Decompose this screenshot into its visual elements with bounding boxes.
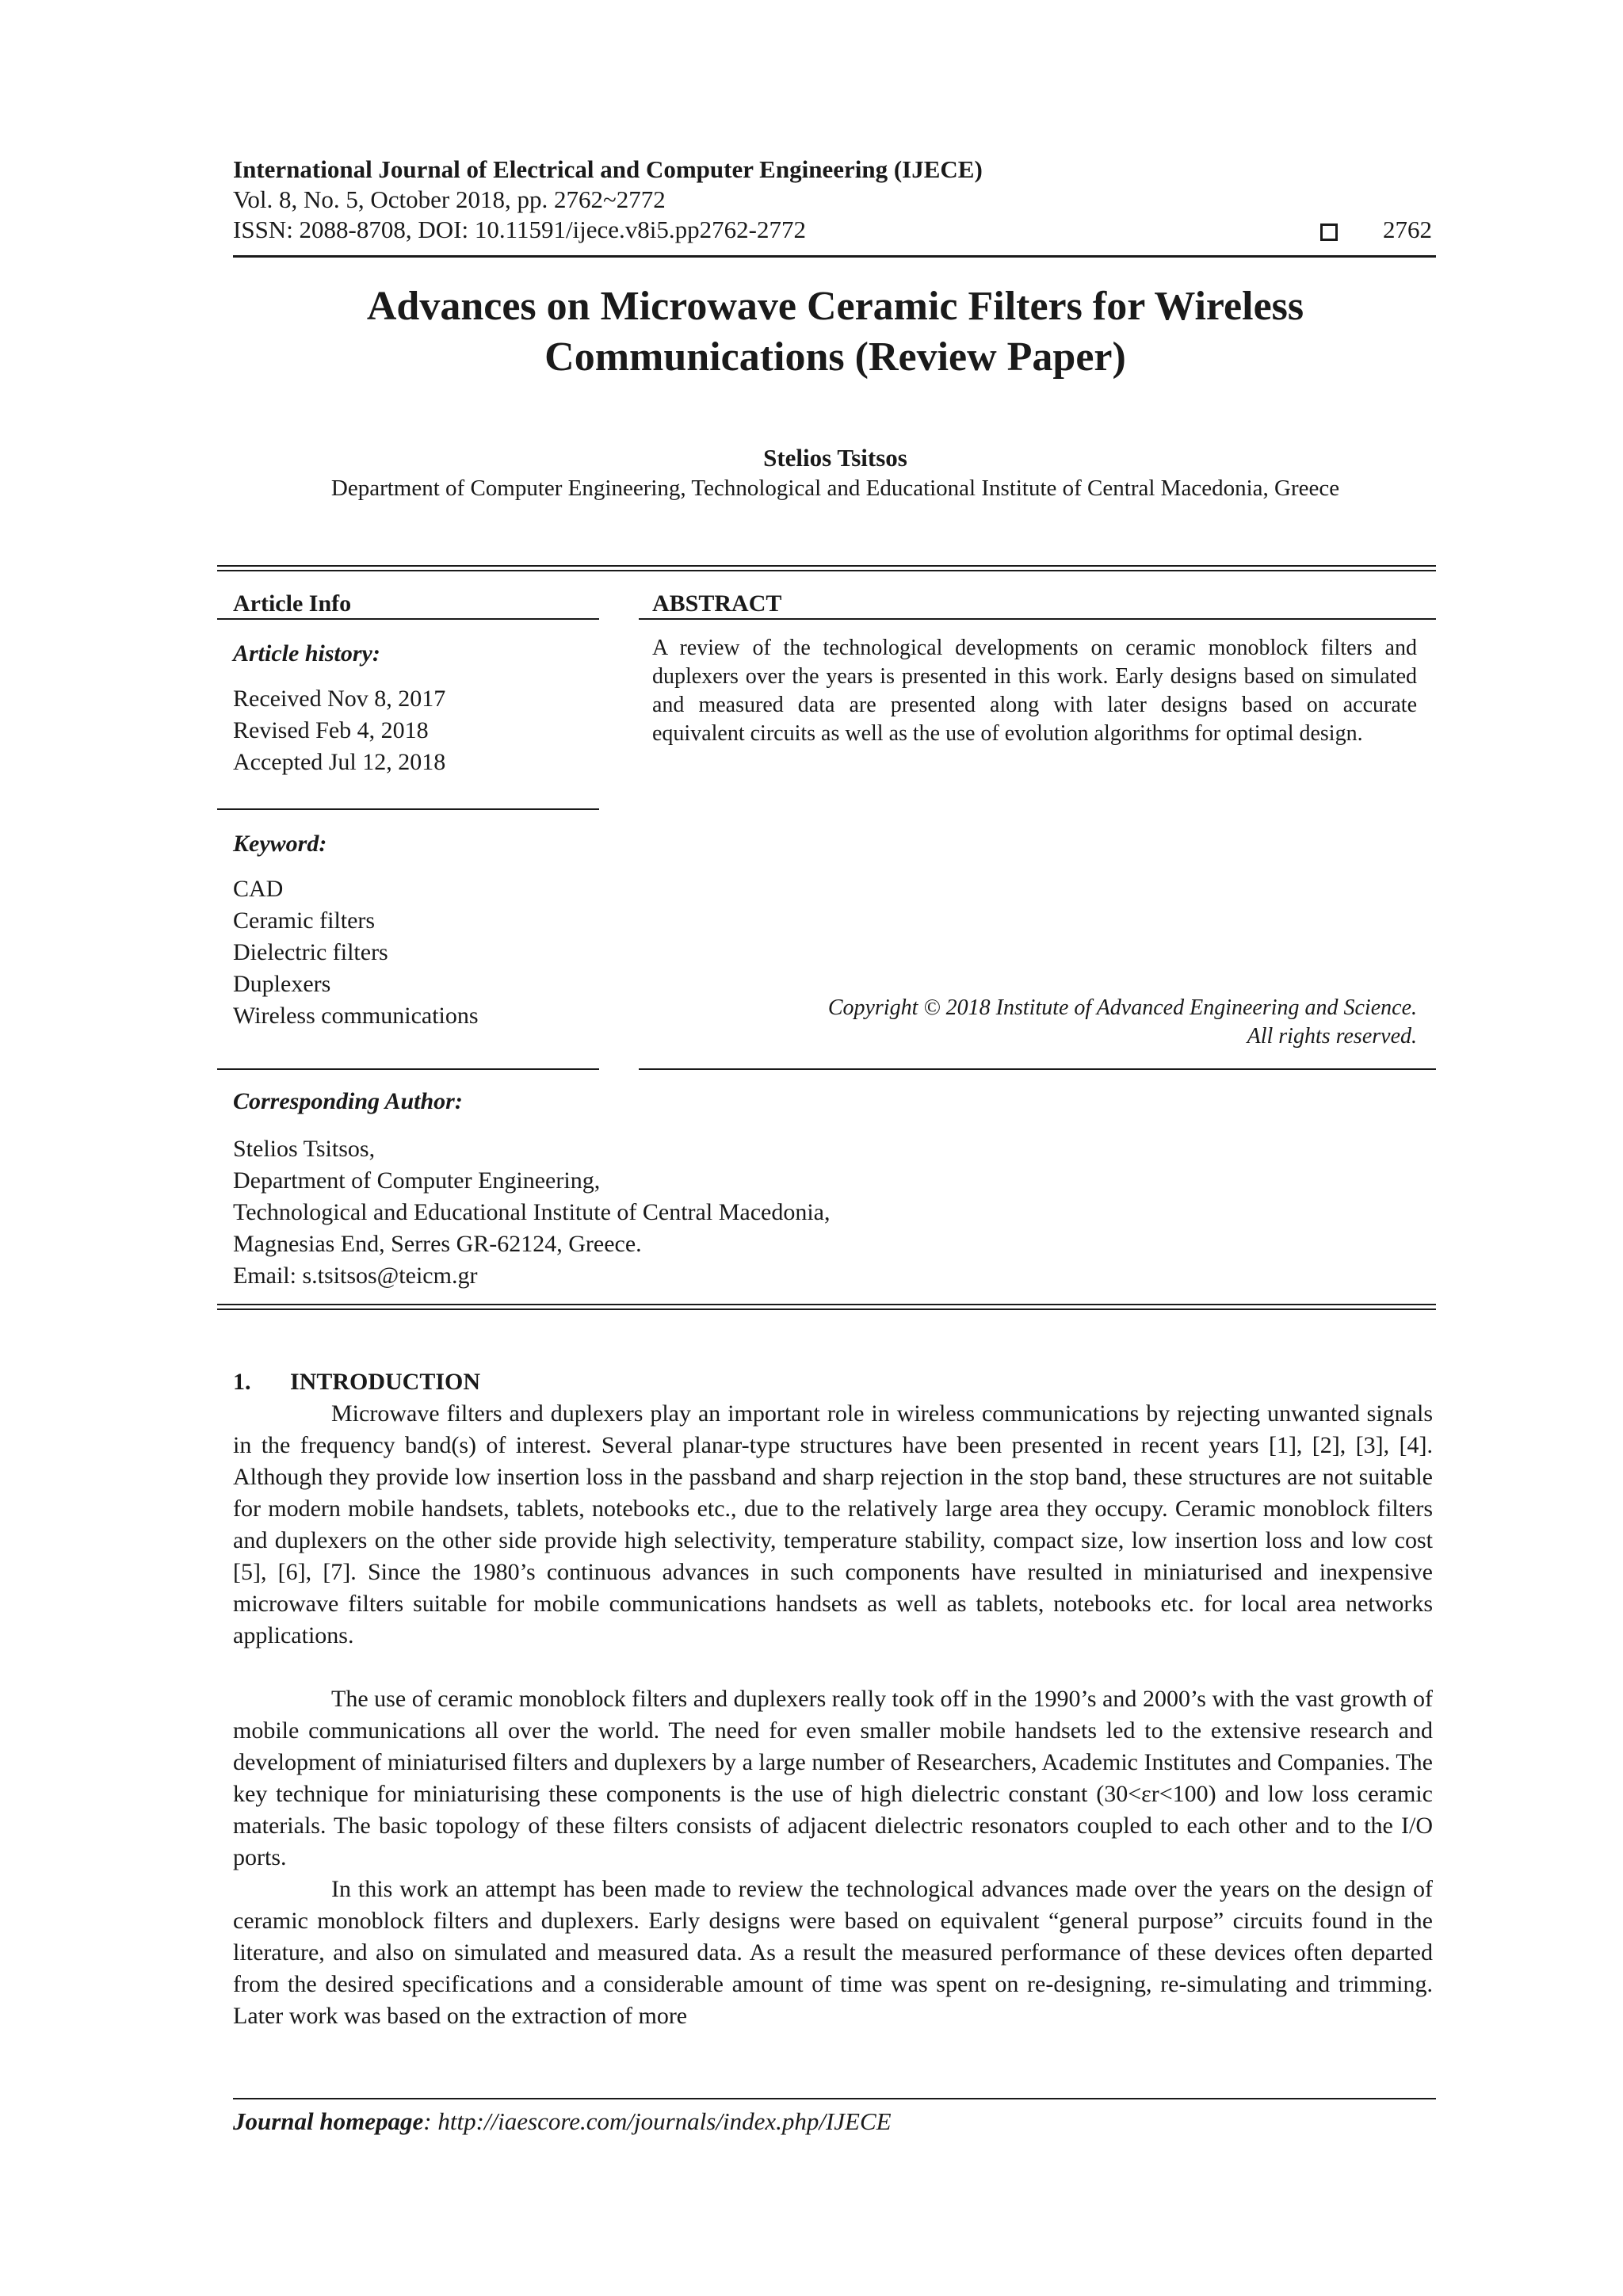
section-heading: INTRODUCTION	[290, 1369, 481, 1395]
footer-rule	[233, 2098, 1436, 2099]
corresponding-address: Magnesias End, Serres GR-62124, Greece.	[233, 1231, 642, 1257]
paper-title: Advances on Microwave Ceramic Filters for Wireless Communications (Review Paper)	[366, 284, 1304, 380]
keyword-heading: Keyword:	[233, 831, 327, 857]
issn-doi-line: ISSN: 2088-8708, DOI: 10.11591/ijece.v8i5.pp2762-2772	[233, 216, 806, 243]
info-box-top-rule-2	[217, 570, 1436, 571]
corresponding-name: Stelios Tsitsos,	[233, 1136, 376, 1162]
volume-line: Vol. 8, No. 5, October 2018, pp. 2762~2772	[233, 185, 666, 213]
homepage-url[interactable]: : http://iaescore.com/journals/index.php/IJECE	[423, 2107, 892, 2135]
keyword-item: CAD	[233, 876, 284, 902]
journal-homepage	[233, 2107, 892, 2136]
section-number: 1.	[233, 1369, 251, 1395]
article-history-heading: Article history:	[233, 640, 380, 667]
keyword-item: Duplexers	[233, 971, 331, 997]
abstract-body: A review of the technological developments on ceramic monoblock filters and duplexers over the years is presented in this work. Early designs based on simulated and measured data are presented along with later designs based on accurate equivalent circuits as well as the use of evolution algorithms for optimal design.	[652, 636, 1417, 746]
copyright-line: Copyright © 2018 Institute of Advanced Engineering and Science.	[827, 995, 1417, 1020]
history-revised: Revised Feb 4, 2018	[233, 717, 429, 743]
page-number: 2762	[1383, 216, 1432, 243]
info-box-top-rule	[217, 565, 1436, 567]
homepage-label: Journal homepage	[233, 2107, 424, 2135]
intro-paragraph: Microwave filters and duplexers play an important role in wireless communications by rejecting unwanted signals in the frequency band(s) of interest. Several planar-type structures have been presented in recent years [1], [2], [3], [4]. Although they provide low insertion loss in the passband and sharp rejection in the stop band, these structures are not suitable for modern mobile handsets, tablets, notebooks etc., due to the relatively large area they occupy. Ceramic monoblock filters and duplexers on the other side provide high selectivity, temperature stability, compact size, low insertion loss and low cost [5], [6], [7]. Since the 1980’s continuous advances in such components have resulted in miniaturised and inexpensive microwave filters suitable for mobile communications handsets as well as tablets, notebooks etc. for local area networks applications.	[233, 1400, 1433, 1648]
keyword-item: Ceramic filters	[233, 907, 376, 934]
keyword-item: Dielectric filters	[233, 939, 388, 965]
abstract-bottom-rule	[639, 1068, 1436, 1070]
intro-paragraph: In this work an attempt has been made to review the technological advances made over the years on the design of ceramic monoblock filters and duplexers. Early designs were based on equivalent “general purpose” circuits found in the literature, and also on simulated and measured data. As a result the measured performance of these devices often departed from the desired specifications and a considerable amount of time was spent on re-designing, re-simulating and trimming. Later work was based on the extraction of more	[233, 1876, 1433, 2029]
rights-line: All rights reserved.	[1247, 1024, 1417, 1049]
author-name: Stelios Tsitsos	[763, 444, 907, 472]
corresponding-institute: Technological and Educational Institute of Central Macedonia,	[233, 1199, 831, 1225]
corresponding-author-heading: Corresponding Author:	[233, 1088, 463, 1114]
article-info-heading: Article Info	[233, 590, 352, 617]
info-box-bottom-rule	[217, 1304, 1436, 1305]
keyword-bottom-rule	[217, 1068, 599, 1070]
history-accepted: Accepted Jul 12, 2018	[233, 749, 446, 775]
abstract-heading-rule	[639, 618, 1436, 620]
history-received: Received Nov 8, 2017	[233, 686, 446, 712]
square-box-icon	[1320, 223, 1338, 241]
corresponding-department: Department of Computer Engineering,	[233, 1167, 601, 1194]
abstract-heading: ABSTRACT	[652, 590, 782, 617]
article-info-heading-rule	[217, 618, 599, 620]
intro-paragraph: The use of ceramic monoblock filters and duplexers really took off in the 1990’s and 2000’s with the vast growth of mobile communications all over the world. The need for even smaller mobile handsets led to the extensive research and development of miniaturised filters and duplexers by a large number of Researchers, Academic Institutes and Companies. The key technique for miniaturising these components is the use of high dielectric constant (30<εr<100) and low loss ceramic materials. The basic topology of these filters consists of adjacent dielectric resonators coupled to each other and to the I/O ports.	[233, 1686, 1433, 1870]
header-rule	[233, 255, 1436, 258]
journal-title: International Journal of Electrical and Computer Engineering (IJECE)	[233, 155, 983, 183]
history-bottom-rule	[217, 808, 599, 810]
keyword-item: Wireless communications	[233, 1003, 479, 1029]
info-box-bottom-rule-2	[217, 1308, 1436, 1310]
corresponding-email: Email: s.tsitsos@teicm.gr	[233, 1263, 478, 1289]
author-affiliation: Department of Computer Engineering, Technological and Educational Institute of Central Macedonia, Greece	[330, 476, 1340, 501]
